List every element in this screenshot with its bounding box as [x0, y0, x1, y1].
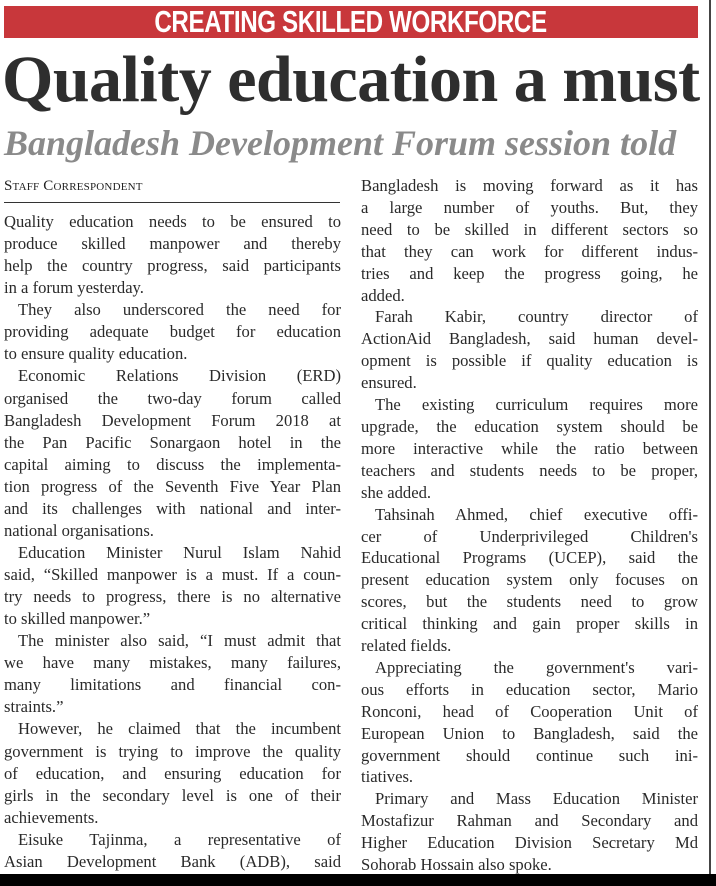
article-paragraph [4, 829, 341, 873]
article-paragraph [361, 504, 698, 657]
text-line: need to be skilled in different sectors so [361, 219, 698, 239]
text-line: European Union to Bangladesh, said the [361, 723, 698, 743]
text-line: critical thinking and gain proper skills in [361, 614, 698, 634]
text-line: a large number of youths. But, they [361, 197, 698, 217]
text-line: Educational Programs (UCEP), said the [361, 548, 698, 568]
text-line: scores, but the students need to grow [361, 592, 698, 612]
article-paragraph [361, 657, 698, 788]
article-paragraph [4, 211, 341, 299]
text-line: government should continue such ini- [361, 745, 698, 765]
text-line: help the country progress, said participants [4, 256, 341, 276]
text-line: Asian Development Bank (ADB), said [4, 851, 341, 871]
text-line: organised the two-day forum called [4, 388, 341, 408]
kicker-text: CREATING SKILLED WORKFORCE [154, 6, 548, 38]
text-line: the Pan Pacific Sonargaon hotel in the [4, 432, 341, 452]
text-line: providing adequate budget for education [4, 322, 341, 342]
text-line: Farah Kabir, country director of [375, 307, 698, 327]
text-line: try needs to progress, there is no alternative [4, 587, 341, 607]
text-line: more interactive while the ratio between [361, 438, 698, 458]
byline-text: Staff Correspondent [4, 178, 143, 194]
article-paragraph [361, 788, 698, 876]
text-line: Eisuke Tajinma, a representative of [18, 829, 341, 849]
article-paragraph [361, 306, 698, 394]
text-line: we have many mistakes, many failures, [4, 653, 341, 673]
text-line: tiatives. [361, 767, 414, 787]
article-paragraph [361, 394, 698, 504]
subheadline: Bangladesh Development Forum session told [4, 123, 677, 163]
text-line: national organisations. [4, 520, 154, 540]
column-edge-rule [709, 0, 711, 874]
text-line: The existing curriculum requires more [375, 395, 698, 415]
text-line: ous efforts in education sector, Mario [361, 679, 698, 699]
text-line: in a forum yesterday. [4, 278, 144, 298]
headline: Quality education a must [2, 43, 700, 116]
article-paragraph [4, 630, 341, 718]
text-line: girls in the secondary level is one of their [4, 785, 341, 805]
text-line: produce skilled manpower and thereby [4, 234, 341, 254]
text-line: cer of Underprivileged Children's [361, 526, 698, 546]
text-line: opment is possible if quality education is [361, 351, 698, 371]
text-line: many limitations and financial con- [4, 675, 341, 695]
text-line: Ronconi, head of Cooperation Unit of [361, 701, 698, 721]
text-line: she added. [361, 482, 432, 502]
text-line: capital aiming to discuss the implementa- [4, 454, 341, 474]
text-line: Bangladesh is moving forward as it has [361, 176, 698, 195]
article-column-1 [4, 211, 341, 873]
text-line: and its challenges with national and inter- [4, 498, 341, 518]
text-line: Higher Education Division Secretary Md [361, 833, 698, 853]
text-line: present education system only focuses on [361, 570, 698, 590]
text-line: achievements. [4, 807, 99, 827]
text-line: Quality education needs to be ensured to [4, 212, 341, 231]
byline-divider [4, 202, 340, 203]
text-line: straints.” [4, 697, 64, 717]
text-line: Sohorab Hossain also spoke. [361, 855, 552, 875]
article-paragraph [4, 299, 341, 365]
text-line: Education Minister Nurul Islam Nahid [18, 542, 341, 562]
article-paragraph [4, 542, 341, 630]
bottom-black-bar [0, 874, 716, 886]
text-line: upgrade, the education system should be [361, 416, 698, 436]
text-line: Appreciating the government's vari- [375, 657, 698, 677]
text-line: However, he claimed that the incumbent [18, 719, 341, 739]
text-line: Tahsinah Ahmed, chief executive offi- [375, 504, 698, 524]
text-line: added. [361, 285, 405, 305]
text-line: Mostafizur Rahman and Secondary and [361, 811, 698, 831]
text-line: ActionAid Bangladesh, said human devel- [361, 329, 698, 349]
text-line: of education, and ensuring education for [4, 763, 341, 783]
article-paragraph [4, 365, 341, 542]
byline [4, 178, 143, 195]
article-column-2 [361, 175, 698, 876]
text-line: to skilled manpower.” [4, 609, 151, 629]
text-line: that they can work for different indus- [361, 241, 698, 261]
text-line: to ensure quality education. [4, 344, 188, 364]
text-line: tries and keep the progress going, he [361, 263, 698, 283]
text-line: said, “Skilled manpower is a must. If a coun- [4, 565, 341, 584]
text-line: teachers and students needs to be proper, [361, 460, 698, 480]
text-line: They also underscored the need for [18, 300, 341, 320]
text-line: tion progress of the Seventh Five Year Plan [4, 476, 341, 496]
section-kicker-banner [4, 6, 698, 38]
text-line: The minister also said, “I must admit that [18, 631, 341, 651]
text-line: Economic Relations Division (ERD) [18, 366, 341, 386]
article-paragraph [361, 175, 698, 306]
text-line: Primary and Mass Education Minister [375, 789, 698, 809]
text-line: related fields. [361, 636, 452, 656]
text-line: government is trying to improve the quality [4, 741, 341, 761]
text-line: ensured. [361, 373, 417, 393]
text-line: Bangladesh Development Forum 2018 at [4, 410, 341, 430]
article-paragraph [4, 718, 341, 828]
